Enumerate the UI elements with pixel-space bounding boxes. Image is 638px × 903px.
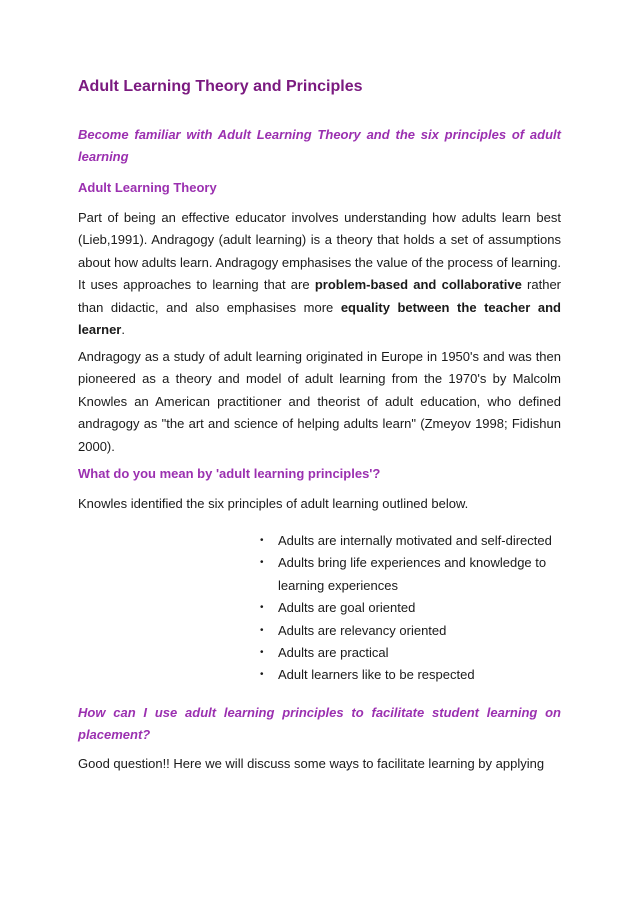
section-heading-adult-learning-principles: What do you mean by 'adult learning principles'? bbox=[78, 466, 381, 481]
section-heading-adult-learning-theory: Adult Learning Theory bbox=[78, 180, 217, 195]
bullet-icon: • bbox=[260, 647, 264, 659]
list-item bbox=[258, 597, 558, 619]
section-heading-facilitate-learning: How can I use adult learning principles to facilitate student learning on placement? bbox=[78, 705, 561, 742]
list-item bbox=[258, 620, 558, 642]
bullet-icon: • bbox=[260, 557, 264, 569]
paragraph-andragogy-history: Andragogy as a study of adult learning originated in Europe in 1950's and was then pioneered as a theory and model of adult learning from the 1970's by Malcolm Knowles an American practitioner and theorist of adult education, who defined andragogy as "the art and science of helping adults learn" (Zmeyov 1998; Fidishun 2000). bbox=[78, 349, 561, 454]
list-item-text: Adults bring life experiences and knowledge to learning experiences bbox=[278, 555, 547, 593]
paragraph-andragogy-intro bbox=[78, 207, 561, 341]
list-item bbox=[258, 530, 558, 552]
list-item-text: Adults are internally motivated and self-directed bbox=[278, 533, 552, 548]
paragraph-text: . bbox=[121, 322, 125, 338]
bullet-icon: • bbox=[260, 669, 264, 681]
principles-list bbox=[258, 530, 558, 687]
emphasis-equality: equality between the teacher and learner bbox=[78, 299, 562, 338]
paragraph-text: rather than didactic, and also emphasises more bbox=[78, 277, 562, 315]
bullet-icon: • bbox=[260, 535, 264, 546]
bullet-icon: • bbox=[260, 624, 264, 636]
paragraph-good-question: Good question!! Here we will discuss some ways to facilitate learning by applying bbox=[78, 756, 545, 771]
emphasis-problem-based: problem-based and collaborative bbox=[314, 277, 522, 293]
list-item bbox=[258, 552, 558, 597]
paragraph-text: Part of being an effective educator involves understanding how adults learn best (Lieb,1991). Andragogy (adult learning) is a theory that holds a set of assumptions about how adults learn. Andragogy emphasises the value of the process of learning. It uses approaches to learning that are bbox=[78, 210, 561, 293]
bullet-icon: • bbox=[260, 602, 264, 614]
list-item bbox=[258, 642, 558, 664]
list-item-text: Adults are goal oriented bbox=[278, 600, 416, 616]
document-subtitle: Become familiar with Adult Learning Theory and the six principles of adult learning bbox=[78, 127, 561, 164]
principles-intro-text: Knowles identified the six principles of adult learning outlined below. bbox=[78, 496, 469, 511]
document-title: Adult Learning Theory and Principles bbox=[78, 78, 363, 95]
list-item-text: Adult learners like to be respected bbox=[278, 667, 475, 683]
list-item bbox=[258, 664, 558, 686]
list-item-text: Adults are relevancy oriented bbox=[278, 622, 447, 638]
list-item-text: Adults are practical bbox=[278, 645, 389, 661]
